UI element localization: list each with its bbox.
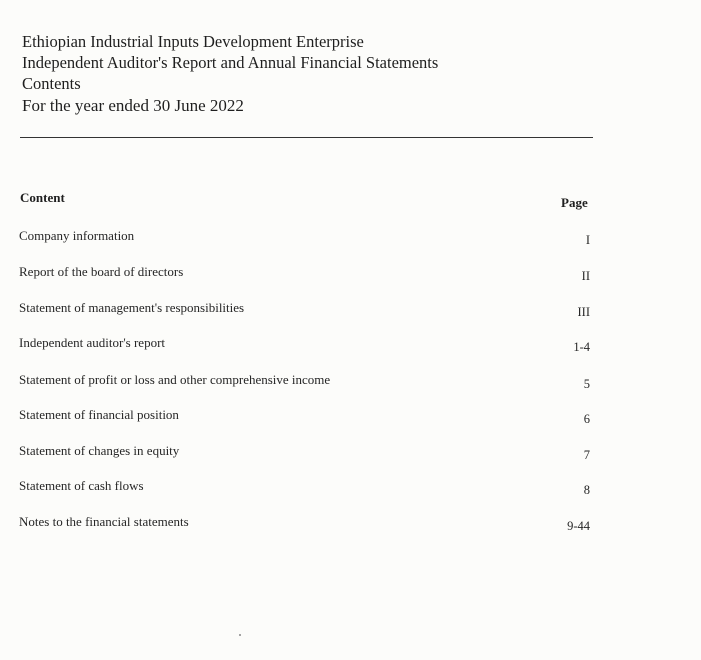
reporting-period: For the year ended 30 June 2022: [22, 96, 244, 115]
toc-entry-title: Statement of management's responsibilities: [19, 300, 245, 315]
toc-entry-page: 8: [583, 483, 590, 497]
toc-entry-title: Statement of profit or loss and other comprehensive income: [19, 372, 331, 387]
section-title: Contents: [22, 74, 81, 93]
content-column-header: Content: [20, 190, 65, 205]
entity-name: Ethiopian Industrial Inputs Development Enterprise: [22, 32, 364, 51]
document-header: [22, 31, 602, 116]
toc-row: [18, 335, 590, 355]
toc-entry-title: Report of the board of directors: [19, 264, 184, 279]
toc-row: [18, 514, 590, 534]
toc-entry-page: III: [577, 305, 590, 319]
toc-entry-page: 6: [583, 412, 590, 426]
toc-entry-title: Independent auditor's report: [19, 335, 166, 350]
toc-entry-page: I: [585, 233, 590, 247]
toc-entry-title: Statement of cash flows: [19, 478, 144, 493]
toc-entry-page: 7: [583, 448, 590, 462]
toc-entry-title: Notes to the financial statements: [19, 514, 189, 529]
toc-entry-title: Company information: [19, 228, 135, 243]
toc-row: [18, 478, 590, 498]
toc-row: [18, 372, 590, 392]
toc-entry-page: 1-4: [573, 340, 590, 354]
toc-entry-page: 5: [583, 377, 590, 391]
toc-entry-page: 9-44: [567, 519, 590, 533]
header-divider: [20, 137, 593, 138]
toc-row: [18, 228, 590, 248]
scan-speck: [239, 634, 241, 636]
toc-entry-page: II: [581, 269, 590, 283]
toc-entry-title: Statement of financial position: [19, 407, 179, 422]
toc-row: [18, 407, 590, 427]
page-column-header: Page: [561, 195, 588, 210]
toc-row: [18, 300, 590, 320]
toc-row: [18, 443, 590, 463]
toc-row: [18, 264, 590, 284]
report-title: Independent Auditor's Report and Annual Financial Statements: [22, 53, 439, 72]
toc-entry-title: Statement of changes in equity: [19, 443, 180, 458]
